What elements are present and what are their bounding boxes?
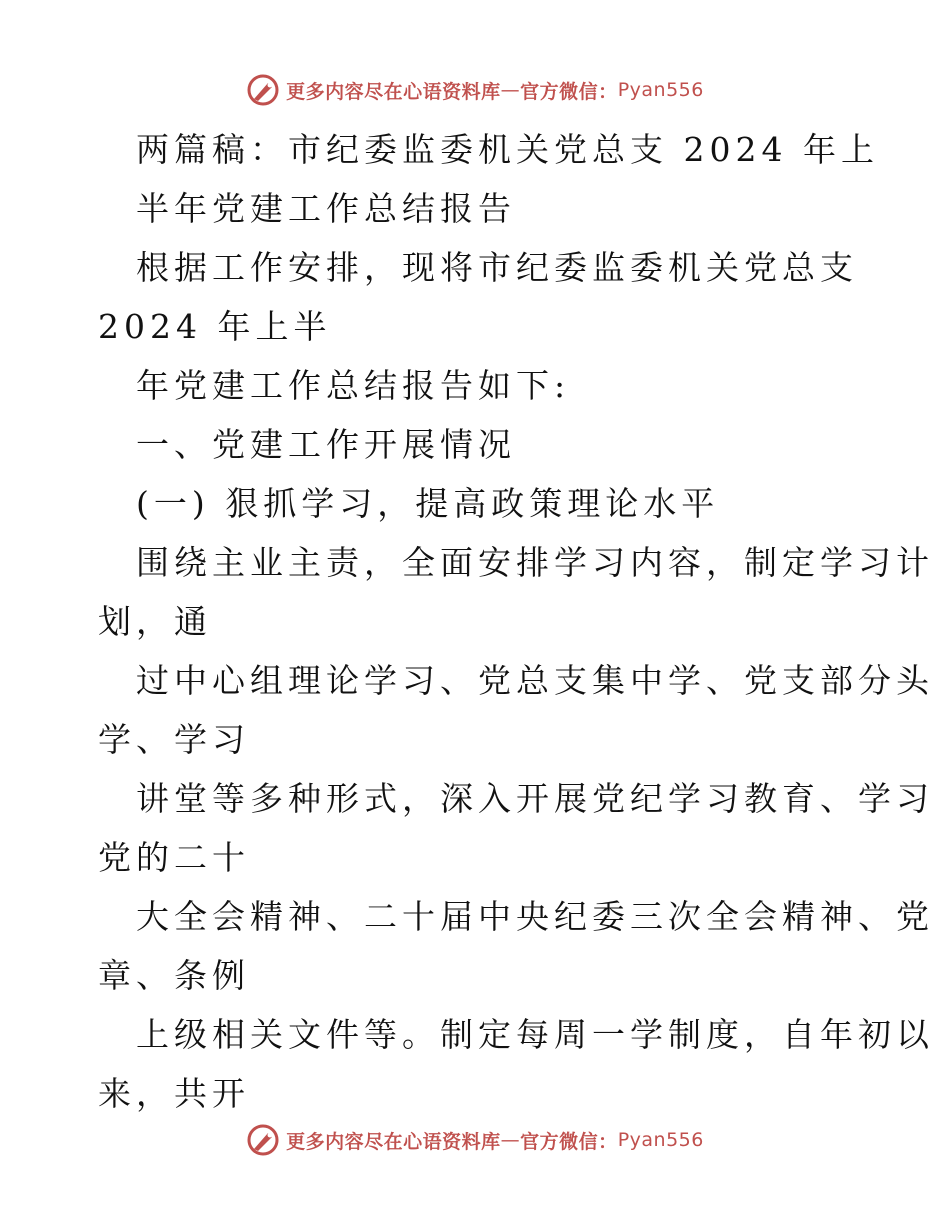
watermark-wechat-label: 官方微信： xyxy=(520,80,618,103)
watermark-wechat-id: Pyan556 xyxy=(617,1129,704,1151)
paragraph-line: 章、条例 xyxy=(98,956,250,995)
subsection-heading: (一) 狠抓学习，提高政策理论水平 xyxy=(136,484,720,523)
footer-watermark xyxy=(0,1120,950,1160)
paragraph-line: 2024 年上半 xyxy=(98,307,332,346)
watermark-separator: — xyxy=(500,79,521,101)
watermark-wechat-label: 官方微信： xyxy=(520,1130,618,1153)
paragraph-line: 来，共开 xyxy=(98,1074,250,1113)
document-title-line-2: 半年党建工作总结报告 xyxy=(136,189,516,228)
paragraph-line: 年党建工作总结报告如下: xyxy=(136,366,571,405)
watermark-main-text: 更多内容尽在心语资料库 xyxy=(286,80,501,103)
paragraph-line: 上级相关文件等。制定每周一学制度，自年初以 xyxy=(136,1015,934,1054)
paragraph-line: 围绕主业主责，全面安排学习内容，制定学习计 xyxy=(136,543,934,582)
paragraph-line: 过中心组理论学习、党总支集中学、党支部分头 xyxy=(136,661,934,700)
pen-seal-icon xyxy=(246,73,280,107)
watermark-separator: — xyxy=(500,1129,521,1151)
paragraph-line: 党的二十 xyxy=(98,838,250,877)
watermark-main-text: 更多内容尽在心语资料库 xyxy=(286,1130,501,1153)
paragraph-line: 学、学习 xyxy=(98,720,250,759)
watermark-wechat-id: Pyan556 xyxy=(617,79,704,101)
pen-seal-icon xyxy=(246,1123,280,1157)
paragraph-line: 讲堂等多种形式，深入开展党纪学习教育、学习 xyxy=(136,779,934,818)
paragraph-line: 根据工作安排，现将市纪委监委机关党总支 xyxy=(136,248,858,287)
header-watermark xyxy=(0,70,950,110)
document-body xyxy=(98,120,934,1123)
document-title-line-1: 两篇稿：市纪委监委机关党总支 2024 年上 xyxy=(136,130,879,169)
paragraph-line: 大全会精神、二十届中央纪委三次全会精神、党 xyxy=(136,897,934,936)
section-heading: 一、党建工作开展情况 xyxy=(136,425,516,464)
paragraph-line: 划，通 xyxy=(98,602,212,641)
